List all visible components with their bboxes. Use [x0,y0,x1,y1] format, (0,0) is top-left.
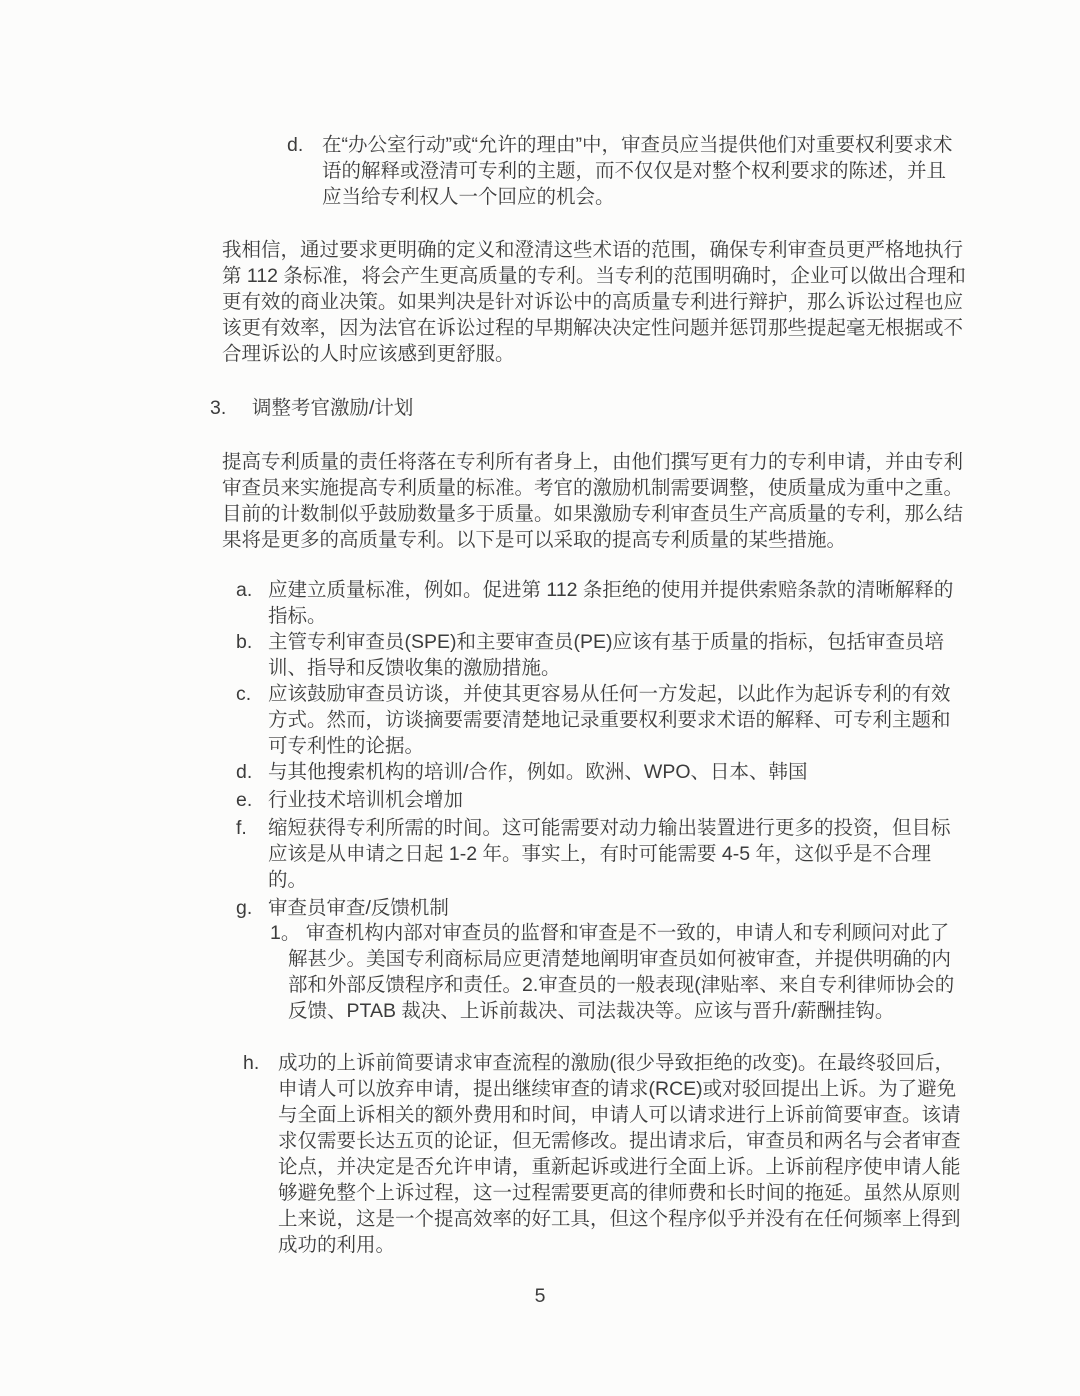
paragraph-belief-112: 我相信，通过要求更明确的定义和澄清这些术语的范围，确保专利审查员更严格地执行第 112 条标准，将会产生更高质量的专利。当专利的范围明确时，企业可以做出合理和更有效的商业决策。如果判决是针对诉讼中的高质量专利进行辩护，那么诉讼过程也应该更有效率，因为法官在诉讼过程的早期解决决定性问题并惩罚那些提起毫无根据或不合理诉讼的人时应该感到更舒服。 [222,239,966,365]
measure-item-g-sub-1-marker: 1。 [270,922,301,944]
measure-item-h-text: 成功的上诉前简要请求审查流程的激励(很少导致拒绝的改变)。在最终驳回后，申请人可以放弃申请，提出继续审查的请求(RCE)或对驳回提出上诉。为了避免与全面上诉相关的额外费用和时间，申请人可以请求进行上诉前简要审查。该请求仅需要长达五页的论证，但无需修改。提出请求后，审查员和两名与会者审查论点，并决定是否允许申请，重新起诉或进行全面上诉。上诉前程序使申请人能够避免整个上诉过程，这一过程需要更高的律师费和长时间的拖延。虽然从原则上来说，这是一个提高效率的好工具，但这个程序似乎并没有在任何频率上得到成功的利用。 [278,1052,961,1256]
measure-item-b [236,629,964,681]
measure-item-f-marker: f. [236,817,247,839]
measure-item-g-sub-1-text: 审查机构内部对审查员的监督和审查是不一致的，申请人和专利顾问对此了解甚少。美国专利商标局应更清楚地阐明审查员如何被审查，并提供明确的内部和外部反馈程序和责任。2.审查员的一般表现(津贴率、来自专利律师协会的反馈、PTAB 裁决、上诉前裁决、司法裁决等。应该与晋升/薪酬挂钩。 [288,922,955,1022]
measure-item-c-marker: c. [236,683,252,705]
measure-item-a [236,577,964,629]
measure-item-e [236,787,964,813]
measure-item-d-text: 与其他搜索机构的培训/合作，例如。欧洲、WPO、日本、韩国 [268,761,808,783]
measure-item-f [236,815,964,893]
measure-item-f-text: 缩短获得专利所需的时间。这可能需要对动力输出装置进行更多的投资，但目标应该是从申请之日起 1-2 年。事实上，有时可能需要 4-5 年，这似乎是不合理的。 [268,817,951,891]
measure-item-c-text: 应该鼓励审查员访谈，并使其更容易从任何一方发起，以此作为起诉专利的有效方式。然而，访谈摘要需要清楚地记录重要权利要求术语的解释、可专利主题和可专利性的论据。 [268,683,951,757]
measure-item-e-text: 行业技术培训机会增加 [268,789,464,811]
intro-list-item-d-text: 在“办公室行动”或“允许的理由”中，审查员应当提供他们对重要权利要求术语的解释或澄清可专利的主题，而不仅仅是对整个权利要求的陈述，并且应当给专利权人一个回应的机会。 [322,134,953,208]
intro-list-item-d-marker: d. [287,134,304,156]
page-number: 5 [534,1285,546,1307]
measure-item-d-marker: d. [236,761,253,783]
measure-item-g-sub-1 [270,920,962,1024]
measure-item-b-marker: b. [236,631,253,653]
measure-item-g-marker: g. [236,897,253,919]
measure-item-b-text: 主管专利审查员(SPE)和主要审查员(PE)应该有基于质量的指标，包括审查员培训、指导和反馈收集的激励措施。 [268,631,945,679]
paragraph-incentives: 提高专利质量的责任将落在专利所有者身上，由他们撰写更有力的专利申请，并由专利审查员来实施提高专利质量的标准。考官的激励机制需要调整，使质量成为重中之重。目前的计数制似乎鼓励数量多于质量。如果激励专利审查员生产高质量的专利，那么结果将是更多的高质量专利。以下是可以采取的提高专利质量的某些措施。 [222,451,964,551]
measure-item-a-marker: a. [236,579,253,601]
section-heading-3-title: 调整考官激励/计划 [252,397,414,419]
intro-list-item-d [287,132,965,210]
section-heading-3-marker: 3. [210,397,227,419]
measure-item-g [236,895,964,921]
measure-item-a-text: 应建立质量标准，例如。促进第 112 条拒绝的使用并提供索赔条款的清晰解释的指标。 [268,579,954,627]
measure-item-e-marker: e. [236,789,253,811]
measure-item-h-marker: h. [243,1052,260,1074]
measure-item-d [236,759,964,785]
measure-item-g-text: 审查员审查/反馈机制 [268,897,449,919]
measure-item-c [236,681,964,759]
measure-item-h [243,1050,964,1258]
section-heading-3 [210,395,810,421]
